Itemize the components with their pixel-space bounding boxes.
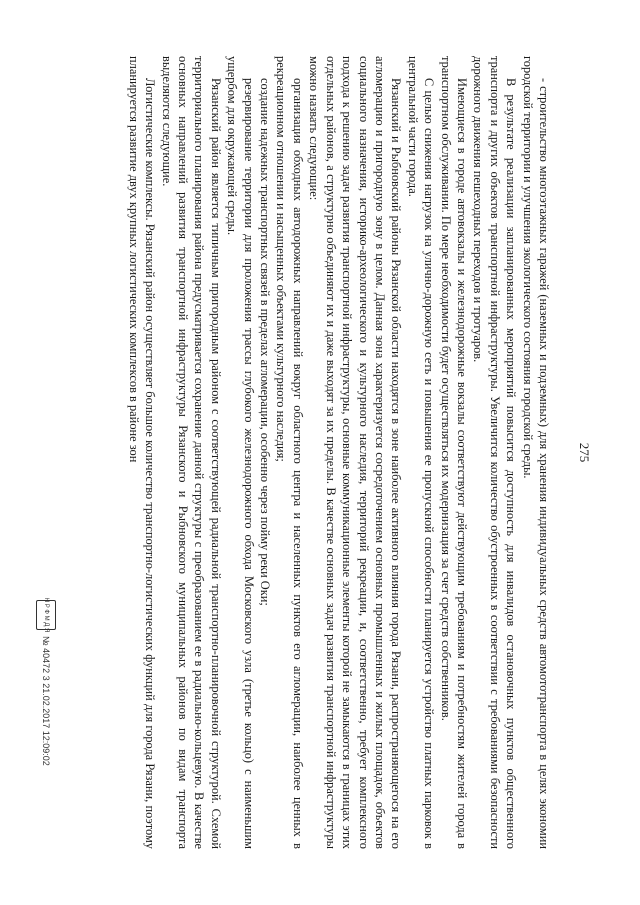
paragraph-4: С целью снижения нагрузок на улично-дорожную сеть и повышения ее пропускной способности планируется устройство платных парковок в центральной части города. — [405, 56, 437, 849]
body-text — [125, 56, 552, 849]
paragraph-9: Рязанский район является типичным пригородным районом с соответствующей радиальной транспортно-планировочной структурой. Схемой территориального планирования района предусматривается сохранение данной структуры с преобразованием ее в радиально-кольцевую. В качестве основных направлений развития транспортной инфраструктуры Рязанского и Рыбновского муниципальных районов по видам транспорта выделяются следующие. — [159, 56, 223, 849]
paragraph-6: организация обходных автодорожных направлений вокруг областного центра и населенных пунктов его агломерации, наиболее ценных в рекреационном отношении и насыщенных объектами культурного наследия; — [274, 56, 305, 849]
registration-number: № 40472 3 21.02.2017 12:09:02 — [41, 636, 51, 766]
rotated-content — [92, 56, 592, 849]
paragraph-8: резервирование территории для проложения трассы глубокого железнодорожного обхода Московского узла (третье кольцо) с наименьшим ущербом для окружающей среды. — [225, 56, 256, 849]
paragraph-7: создание надежных транспортных связей в пределах агломерации, особенно через пойму реки Оки; — [258, 78, 273, 606]
paragraph-3: Имеющиеся в городе автовокзалы и железнодорожные вокзалы соответствуют действующим требованиям и потребностям жителей города в транспортном обслуживании. По мере необходимости будет осуществляться их модернизация за счет средств собственников. — [438, 56, 469, 849]
paragraph-5: Рязанский и Рыбновский районы Рязанской области находятся в зоне наиболее активного влияния города Рязани, распространяющегося на его агломерацию и пригородную зону в целом. Данная зона характеризуется сосредоточением основных промышленных и жилых площадок, объектов социального назначения, историко-археологического и культурного наследия, территорий рекреации, и, соответственно, требует комплексного подхода к решению задач развития транспортной инфраструктуры, основные коммуникационные элементы которой не замыкаются в границах этих отдельных районов, а структурно объединяют их и даже выходят за их пределы. В качестве основных задач развития транспортной инфраструктуры можно назвать следующие: — [307, 56, 404, 849]
page-number: 275 — [577, 442, 592, 463]
paragraph-1: - строительство многоэтажных гаражей (наземных и подземных) для хранения индивидуальных средств автомототранспорта в целях экономии городской территории и улучшения экологического состояния городской среды. — [520, 56, 551, 849]
paragraph-10: Логистические комплексы. Рязанский район осуществляет большое количество транспортно-логистических функций для города Рязани, поэтому планируется развитие двух крупных логистических комплексов в районе зон — [126, 56, 158, 849]
registration-stamp — [36, 597, 56, 860]
seal-icon: Н Р Ф М Д Я — [36, 600, 56, 630]
paragraph-2: В результате реализации запланированных мероприятий повысится доступность для инвалидов остановочных пунктов общественного транспорта и других объектов транспортной инфраструктуры. Увеличится количество обустроенных в соответствии с требованиями безопасности дорожного движения пешеходных переходов и тротуаров. — [471, 56, 519, 849]
